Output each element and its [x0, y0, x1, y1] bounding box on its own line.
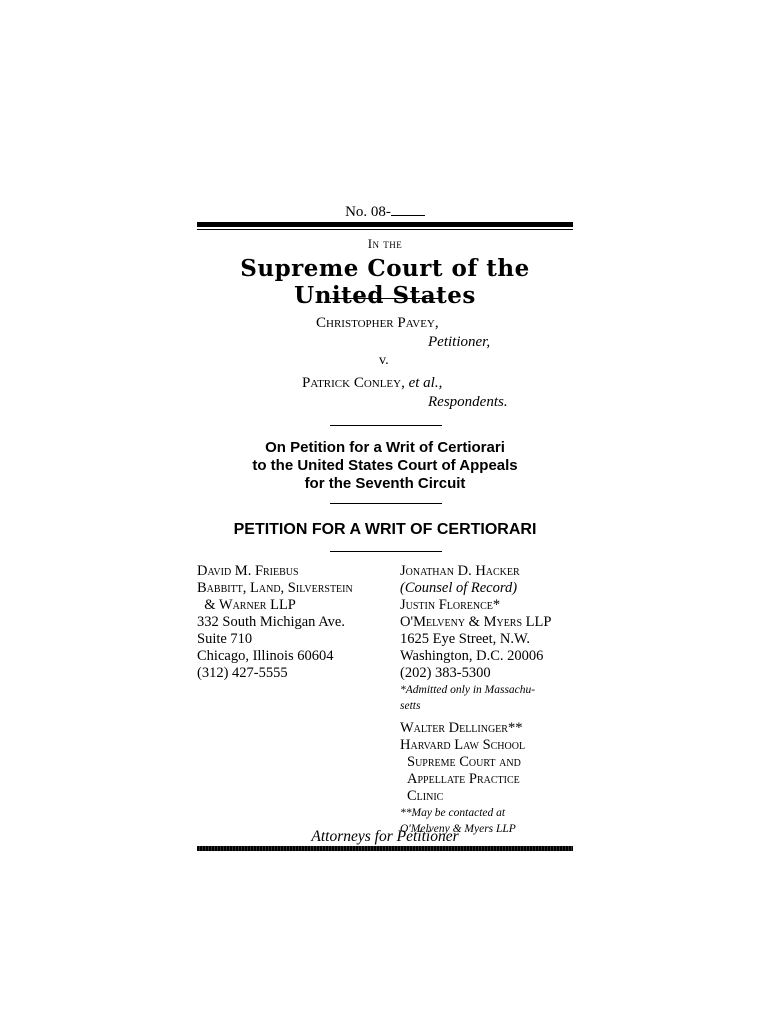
contact-note: **May be contacted at: [400, 807, 506, 819]
bottom-rule: [197, 846, 573, 851]
counsel-dellinger: Walter Dellinger**: [400, 720, 523, 736]
admission-note: *Admitted only in Massachu-: [400, 684, 536, 696]
counsel-left-line: Babbitt, Land, Silverstein: [197, 580, 353, 596]
docket-blank: [391, 203, 425, 216]
counsel-street: 1625 Eye Street, N.W.: [400, 631, 530, 647]
separator-rule: [330, 298, 442, 299]
versus: v.: [379, 353, 389, 368]
counsel-left-line: Chicago, Illinois 60604: [197, 648, 334, 664]
contact-note: O'Melveny & Myers LLP: [400, 823, 516, 835]
counsel-left-column: [197, 563, 353, 682]
counsel-clinic: Appellate Practice: [407, 771, 520, 787]
respondent-line: [302, 375, 442, 392]
counsel-clinic: Supreme Court and: [407, 754, 521, 770]
respondent-etal: et al.,: [408, 375, 443, 391]
counsel-school: Harvard Law School: [400, 737, 526, 753]
counsel-left-line: Suite 710: [197, 631, 253, 647]
attorneys-for-petitioner: Attorneys for Petitioner: [311, 828, 459, 845]
lower-court-line: for the Seventh Circuit: [304, 475, 466, 492]
respondent-role: Respondents.: [428, 394, 508, 410]
counsel-right-column: [400, 563, 551, 837]
lower-court-line: to the United States Court of Appeals: [252, 457, 518, 474]
docket-prefix: No. 08-: [345, 204, 391, 220]
counsel-left-line: David M. Friebus: [197, 563, 299, 579]
admission-note: setts: [400, 700, 421, 712]
top-thin-rule: [197, 229, 573, 230]
separator-rule: [330, 503, 442, 504]
separator-rule: [330, 551, 442, 552]
petitioner-name: Christopher Pavey,: [316, 315, 439, 331]
petitioner-role: Petitioner,: [428, 334, 491, 350]
counsel-clinic: Clinic: [407, 788, 444, 804]
counsel-left-line: 332 South Michigan Ave.: [197, 614, 345, 630]
counsel-hacker: Jonathan D. Hacker: [400, 563, 520, 579]
separator-rule: [330, 425, 442, 426]
counsel-of-record: (Counsel of Record): [400, 580, 518, 596]
in-the-label: In the: [367, 236, 403, 251]
counsel-left-line: & Warner LLP: [197, 597, 296, 613]
counsel-city: Washington, D.C. 20006: [400, 648, 544, 664]
counsel-firm: O'Melveny & Myers LLP: [400, 614, 552, 630]
counsel-left-line: (312) 427-5555: [197, 665, 288, 681]
counsel-florence: Justin Florence*: [400, 597, 501, 613]
docket-number: [197, 203, 573, 221]
counsel-phone: (202) 383-5300: [400, 665, 491, 681]
top-thick-rule: [197, 222, 573, 227]
respondent-name: Patrick Conley,: [302, 375, 405, 391]
document-title: PETITION FOR A WRIT OF CERTIORARI: [233, 521, 537, 538]
lower-court-block: [197, 439, 573, 493]
lower-court-line: On Petition for a Writ of Certiorari: [265, 439, 505, 456]
court-name: Supreme Court of the United States: [240, 255, 530, 309]
